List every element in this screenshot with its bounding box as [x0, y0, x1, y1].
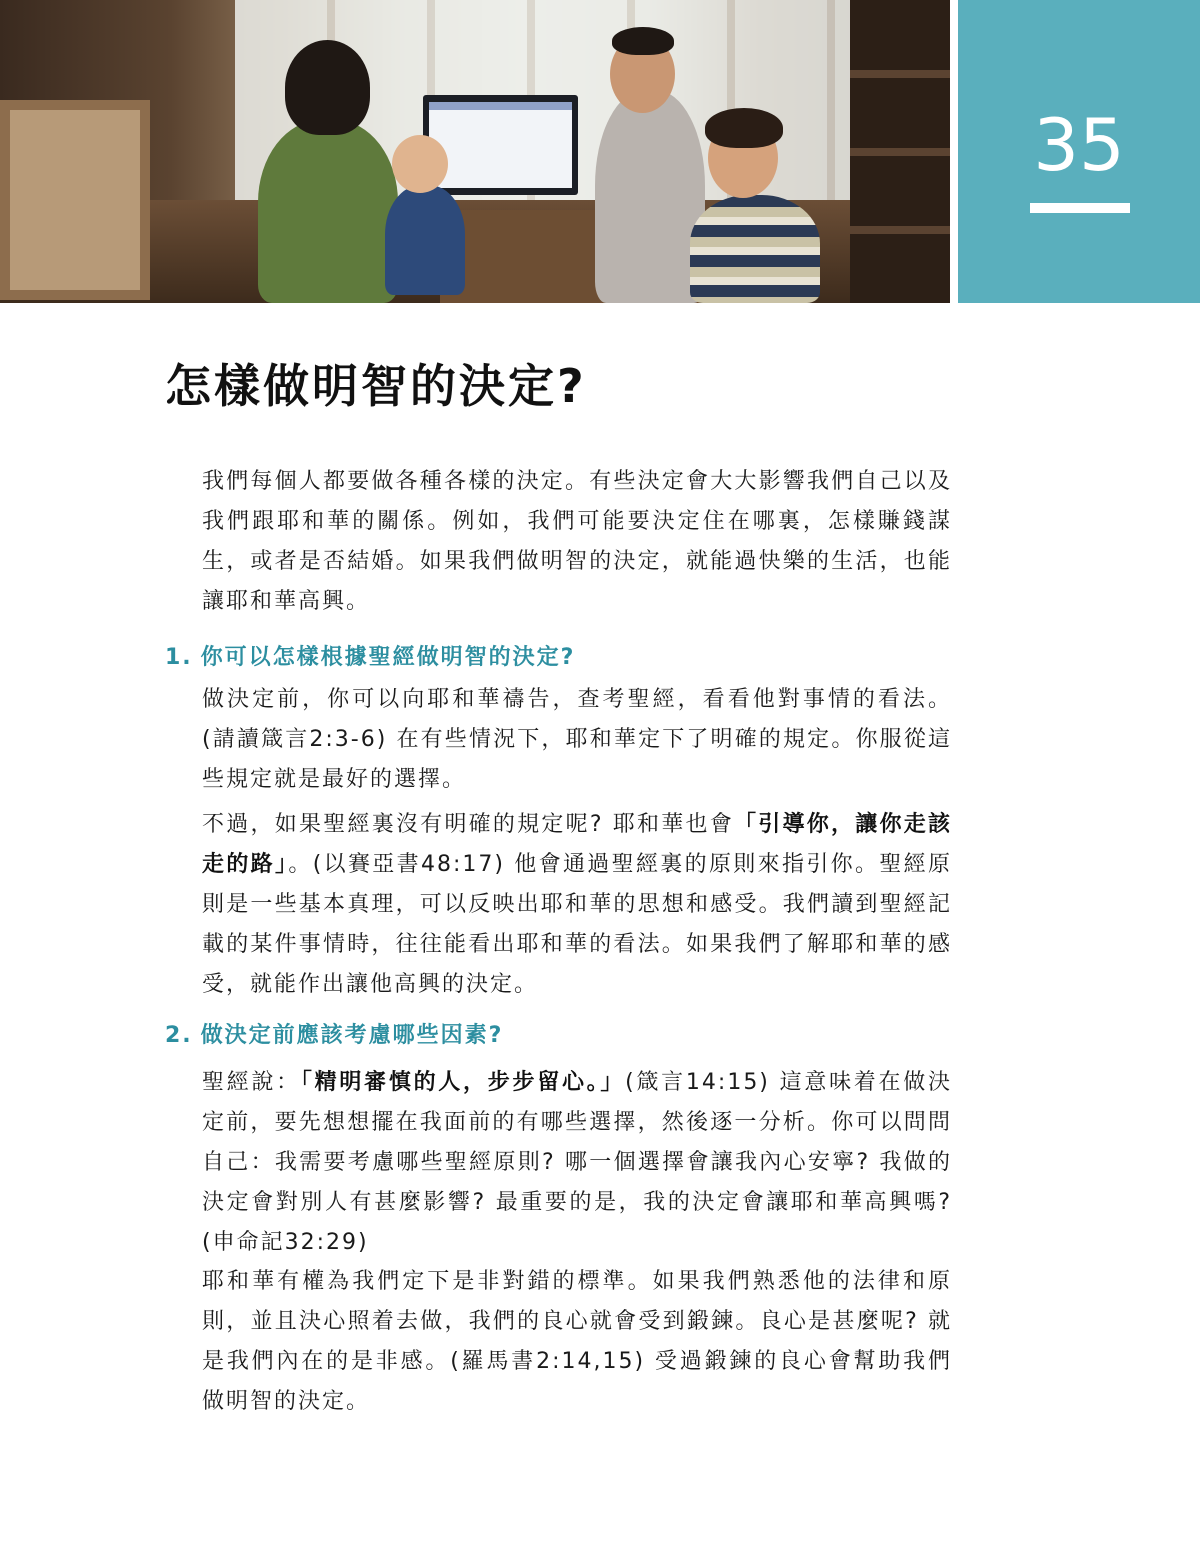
section-2-paragraph-1 — [202, 1063, 952, 1263]
intro-paragraph: 我們每個人都要做各種各樣的決定。有些決定會大大影響我們自己以及我們跟耶和華的關係。例如，我們可能要決定住在哪裏，怎樣賺錢謀生，或者是否結婚。如果我們做明智的決定，就能過快樂的生活，也能讓耶和華高興。 — [202, 469, 952, 614]
section-1-question — [165, 642, 575, 674]
section-2-number: 2. — [165, 1023, 193, 1048]
picture-frame — [0, 100, 150, 300]
man-hair — [612, 27, 674, 55]
section-2-question — [165, 1020, 503, 1052]
section-2-p1-text-a: 聖經說： — [202, 1070, 301, 1095]
section-1-p2-quote: 「引導你，讓你走該走的路」 — [202, 812, 952, 877]
section-2-p1-quote: 「精明審慎的人，步步留心。」 — [300, 1070, 626, 1095]
boy-hair — [705, 108, 783, 148]
baby-head — [392, 135, 448, 193]
section-1-paragraph-1: 做決定前，你可以向耶和華禱告，查考聖經，看看他對事情的看法。(請讀箴言2:3-6) 在有些情況下，耶和華定下了明確的規定。你服從這些規定就是最好的選擇。 — [202, 687, 952, 792]
section-1-p2-text-b: 。(以賽亞書48:17) 他會通過聖經裏的原則來指引你。聖經原則是一些基本真理，可以反映出耶和華的思想和感受。我們讀到聖經記載的某件事情時，往往能看出耶和華的看法。如果我們了解耶和華的感受，就能作出讓他高興的決定。 — [202, 852, 952, 997]
section-2-paragraph-2: 耶和華有權為我們定下是非對錯的標準。如果我們熟悉他的法律和原則，並且決心照着去做，我們的良心就會受到鍛鍊。良心是甚麼呢? 就是我們內在的是非感。(羅馬書2:14,15) 受過鍛鍊的良心會幫助我們做明智的決定。 — [202, 1269, 952, 1414]
page-title: 怎樣做明智的決定? — [165, 359, 587, 413]
section-2-p1-text-b: (箴言14:15) 這意味着在做決定前，要先想想擺在我面前的有哪些選擇，然後逐一分析。你可以問問自己：我需要考慮哪些聖經原則? 哪一個選擇會讓我內心安寧? 我做的決定會對別人有甚麼影響? 最重要的是，我的決定會讓耶和華高興嗎?(申命記32:29) — [202, 1070, 952, 1255]
section-2-question-text: 做決定前應該考慮哪些因素? — [200, 1023, 504, 1048]
baby-figure — [385, 185, 465, 295]
boy-figure — [690, 195, 820, 303]
section-1-number: 1. — [165, 645, 193, 670]
header-photo — [0, 0, 950, 303]
woman-figure — [258, 120, 398, 303]
man-figure — [595, 90, 705, 303]
chapter-number: 35 — [1033, 103, 1125, 187]
bookshelf — [850, 0, 950, 303]
section-1-p2-text-a: 不過，如果聖經裏沒有明確的規定呢? 耶和華也會 — [202, 812, 735, 837]
chapter-underline — [1030, 203, 1130, 213]
monitor-screen — [429, 102, 572, 188]
section-1-paragraph-2 — [202, 805, 952, 1005]
section-1-question-text: 你可以怎樣根據聖經做明智的決定? — [200, 645, 576, 670]
woman-hair — [285, 40, 370, 135]
